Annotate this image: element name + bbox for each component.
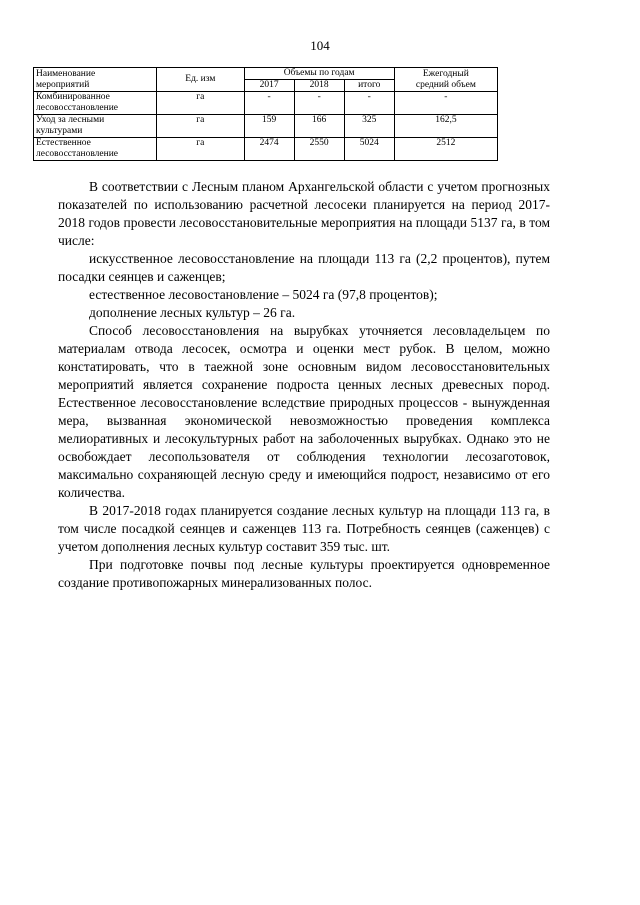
paragraph: Способ лесовосстановления на вырубках уточняется лесовладельцем по материалам отвода лесосек, осмотра и оценки мест рубок. В целом, можно констатировать, что в таежной зоне основным видом лесовосстановительных мероприятий является сохранение подроста ценных лесных древесных пород. Естественное лесовосстановление вследствие природных процессов - вынужденная мера, вызванная экономической невозможностью проведения комплекса мелиоративных и лесокультурных работ на заболоченных вырубках. Однако это не освобождает лесопользователя от соблюдения технологии лесозаготовок, максимально сохраняющей лесную среду и имеющийся подрост, независимо от его количества. <box>58 323 550 500</box>
paragraph: В соответствии с Лесным планом Архангельской области с учетом прогнозных показателей по использованию расчетной лесосеки планируется на период 2017-2018 годов провести лесовосстановительные мероприятия на площади 5137 га, в том числе: <box>58 179 550 248</box>
row-avg: 162,5 <box>394 115 497 138</box>
row-name-line: Естественное <box>36 138 91 148</box>
table-header-row <box>34 68 498 80</box>
paragraph: При подготовке почвы под лесные культуры проектируется одновременное создание противопожарных минерализованных полос. <box>58 557 550 590</box>
paragraph: В 2017-2018 годах планируется создание лесных культур на площади 113 га, в том числе посадкой сеянцев и саженцев 113 га. Потребность сеянцев (саженцев) с учетом дополнения лесных культур составит 359 тыс. шт. <box>58 503 550 554</box>
header-avg-line: средний объем <box>415 79 476 90</box>
header-unit: Ед. изм <box>157 68 245 92</box>
header-name <box>34 68 157 92</box>
body-text <box>58 178 550 592</box>
list-item: искусственное лесовосстановление на площади 113 га (2,2 процентов), путем посадки сеянцев и саженцев; <box>58 251 550 284</box>
row-name-line: Уход за лесными <box>36 115 105 125</box>
row-name-line: культурами <box>36 126 83 136</box>
header-name-line: Наименование <box>36 68 96 79</box>
header-year: 2017 <box>244 80 294 92</box>
row-total: 325 <box>344 115 394 138</box>
row-unit: га <box>157 92 245 115</box>
row-2017: 2474 <box>244 138 294 161</box>
table-row <box>34 115 498 138</box>
page-number: 104 <box>310 38 330 53</box>
row-2017: - <box>244 92 294 115</box>
row-unit: га <box>157 138 245 161</box>
row-2018: - <box>294 92 344 115</box>
forest-restoration-table <box>33 67 498 161</box>
row-name-line: лесовосстановление <box>36 103 119 113</box>
row-name <box>34 92 157 115</box>
row-avg: 2512 <box>394 138 497 161</box>
row-2018: 166 <box>294 115 344 138</box>
header-avg-line: Ежегодный <box>422 68 469 79</box>
row-name-line: лесовосстановление <box>36 149 119 159</box>
header-name-line: мероприятий <box>36 79 90 90</box>
table-row <box>34 138 498 161</box>
list-item: естественное лесовостановление – 5024 га (97,8 процентов); <box>89 287 438 302</box>
header-year: 2018 <box>294 80 344 92</box>
row-name-line: Комбинированное <box>36 92 110 102</box>
header-volumes: Объемы по годам <box>244 68 394 80</box>
header-total: итого <box>344 80 394 92</box>
row-total: - <box>344 92 394 115</box>
row-name <box>34 138 157 161</box>
table-row <box>34 92 498 115</box>
row-unit: га <box>157 115 245 138</box>
header-avg <box>394 68 497 92</box>
row-avg: - <box>394 92 497 115</box>
row-2017: 159 <box>244 115 294 138</box>
row-name <box>34 115 157 138</box>
list-item: дополнение лесных культур – 26 га. <box>89 305 296 320</box>
row-total: 5024 <box>344 138 394 161</box>
row-2018: 2550 <box>294 138 344 161</box>
